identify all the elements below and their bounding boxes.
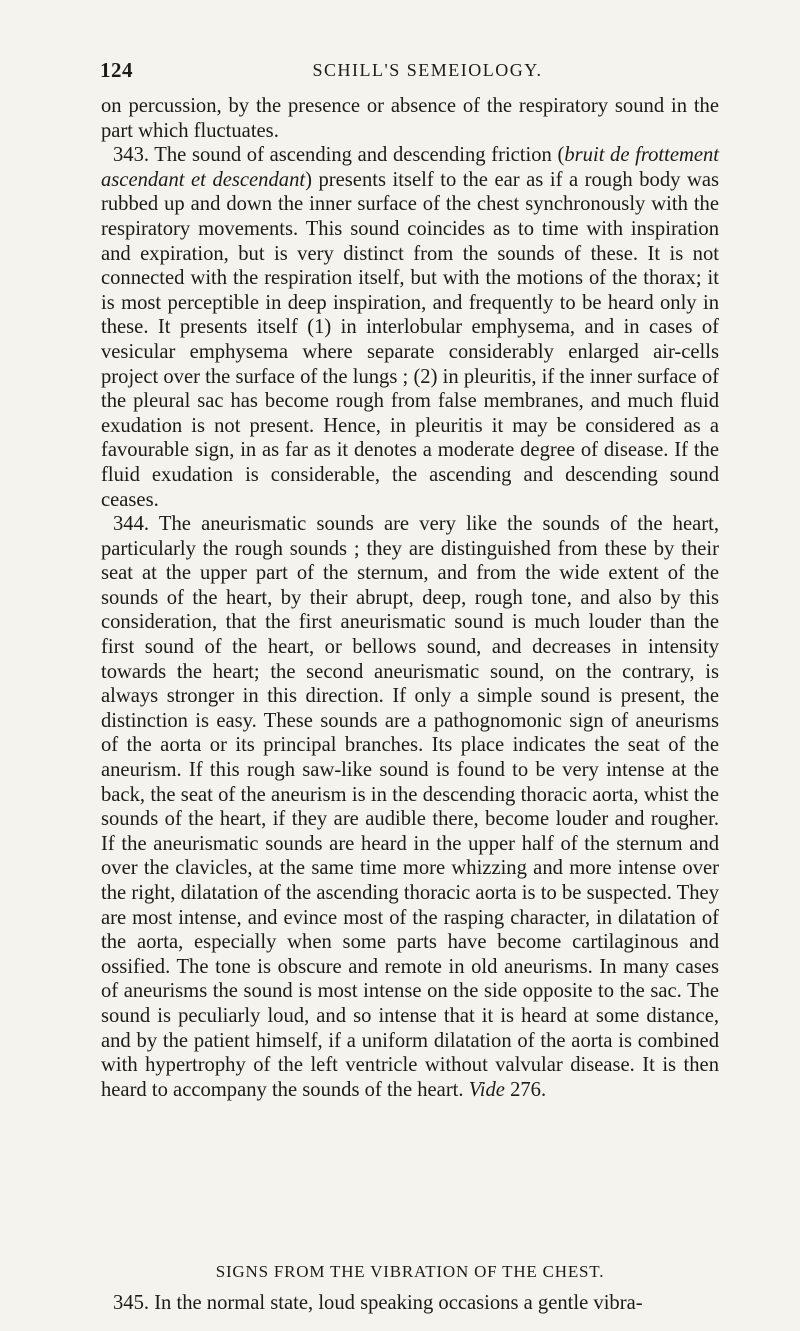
page-number: 124 (100, 58, 133, 82)
paragraph-344 (101, 512, 719, 1102)
page-header (100, 58, 715, 86)
paragraph-lead: 343. The sound of ascending and descending friction ( (113, 144, 565, 167)
paragraph-345: 345. In the normal state, loud speaking occasions a gentle vibra- (113, 1292, 643, 1314)
paragraph-text: ) presents itself to the ear as if a rough body was rubbed up and down the inner surface of the chest synchronously with the respiratory movements. This sound coincides as to time with inspiration and expiration, but is very distinct from the sounds of these. It is not connected with the respiration itself, but with the motions of the thorax; it is most perceptible in deep inspiration, and frequently to be heard only in these. It presents itself (1) in interlobular emphysema, and in cases of vesicular emphysema where separate considerably enlarged air-cells project over the surface of the lungs ; (2) in pleuritis, if the inner surface of the pleural sac has become rough from false membranes, and much fluid exudation is not present. Hence, in pleuritis it may be considered as a favourable sign, in as far as it denotes a moderate degree of disease. If the fluid exudation is considerable, the ascending and descending sound ceases. (101, 168, 719, 511)
paragraph-text: on percussion, by the presence or absence of the respiratory sound in the part which fluctuates. (101, 95, 719, 142)
paragraph-text: 344. The aneurismatic sounds are very like the sounds of the heart, particularly the rough sounds ; they are distinguished from these by their seat at the upper part of the sternum, and from the wide extent of the sounds of the heart, by their abrupt, deep, rough tone, and also by this consideration, that the first aneurismatic sound is much louder than the first sound of the heart, or bellows sound, and decreases in intensity towards the heart; the second aneurismatic sound, on the contrary, is always stronger in this direction. If only a simple sound is present, the distinction is easy. These sounds are a pathognomonic sign of aneurisms of the aorta or its principal branches. Its place indicates the seat of the aneurism. If this rough saw-like sound is found to be very intense at the back, the seat of the aneurism is in the descending thoracic aorta, whist the sounds of the heart, if they are audible there, become louder and rougher. If the aneurismatic sounds are heard in the upper half of the sternum and over the clavicles, at the same time more whizzing and more intense over the right, dilatation of the ascending thoracic aorta is to be suspected. They are most intense, and evince most of the rasping character, in dilatation of the aorta, especially when some parts have become cartilaginous and ossified. The tone is obscure and remote in old aneurisms. In many cases of aneurisms the sound is most intense on the side opposite to the sac. The sound is peculiarly loud, and so intense that it is heard at some distance, and by the patient himself, if a uniform dilatation of the aorta is combined with hypertrophy of the left ventricle without valvular disease. It is then heard to accompany the sounds of the heart. (101, 513, 719, 1101)
running-head: SCHILL'S SEMEIOLOGY. (312, 60, 543, 80)
paragraph-continued (101, 94, 719, 143)
cross-reference: Vide (468, 1078, 505, 1101)
body-text (101, 94, 719, 1102)
section-heading: SIGNS FROM THE VIBRATION OF THE CHEST. (215, 1262, 605, 1281)
paragraph-343 (101, 143, 719, 512)
french-term: bruit de frottement ascendant et descendant (101, 144, 720, 191)
cross-reference-number: 276. (504, 1078, 547, 1101)
